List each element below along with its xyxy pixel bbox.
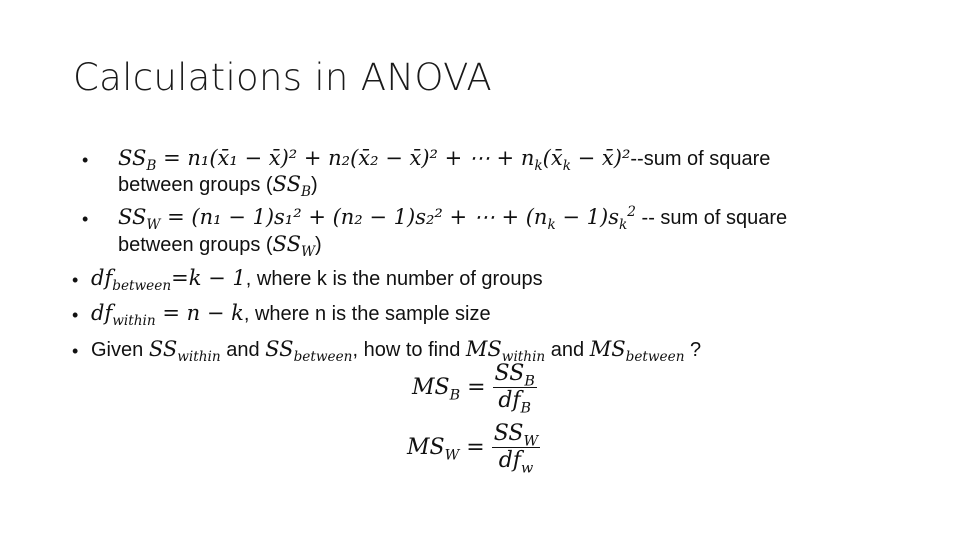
bullet-marker-1: • [82,150,89,170]
msw-fraction: $\frac{SS_W}{df_w}$ [493,421,539,477]
msw-lhs: $MS_W$ [407,435,460,464]
ssb-formula-line: $SS_B$ = n₁(x̄₁ − x̄)² + n₂(x̄₂ − x̄)² + ⋯ + $n_k(x̄_k$ − x̄)²--sum of square [118,146,771,175]
ssw-caption-line: between groups $(SS_W)$ [118,232,322,261]
bullet-marker-4: • [72,305,79,325]
ssw-description: -- sum of square [635,207,788,229]
ssb-symbol: $SS_B$ [118,146,157,175]
bullet-marker-2: • [82,209,89,229]
msw-equation: $MS_W$ = $\frac{SS_W}{df_w}$ [407,421,539,477]
slide-title: Calculations in ANOVA [73,56,492,99]
ssb-description: --sum of square [630,148,771,170]
df-within-symbol: $df_{within}$ [91,301,156,330]
df-within-line: $df_{within} = n - k$, where n is the sample size [91,301,491,330]
msb-equation: $MS_B$ = $\frac{SS_B}{df_B}$ [412,361,535,417]
df-between-symbol: $df_{between}$ [91,266,172,295]
msb-fraction: $\frac{SS_B}{df_B}$ [494,361,535,417]
ssw-formula-line: $SS_W = (n_1 - 1)s_1^2 + (n_2 - 1)s_2^2$ + ⋯ + $(n_k - 1)s_k^2$ -- sum of square [118,204,788,234]
ssb-caption-line: between groups $(SS_B)$ [118,172,318,201]
ssw-symbol: $SS_W$ [118,205,161,234]
bullet-marker-3: • [72,270,79,290]
ssw-expression: (n₁ − 1)s₁² + (n₂ − 1)s₂² + ⋯ + $(n_k - 1)s_k^2$ [191,204,636,234]
msb-lhs: $MS_B$ [412,375,461,404]
ssb-expression: n₁(x̄₁ − x̄)² + n₂(x̄₂ − x̄)² + ⋯ + $n_k(x̄_k$ − x̄)² [187,146,631,175]
bullet-marker-5: • [72,341,79,361]
question-line: Given $SS_{within}$ and $SS_{between}$, how to find $MS_{within}$ and $MS_{between}$ ? [91,337,702,366]
df-between-line: $df_{between}=k - 1$, where k is the number of groups [91,266,543,295]
